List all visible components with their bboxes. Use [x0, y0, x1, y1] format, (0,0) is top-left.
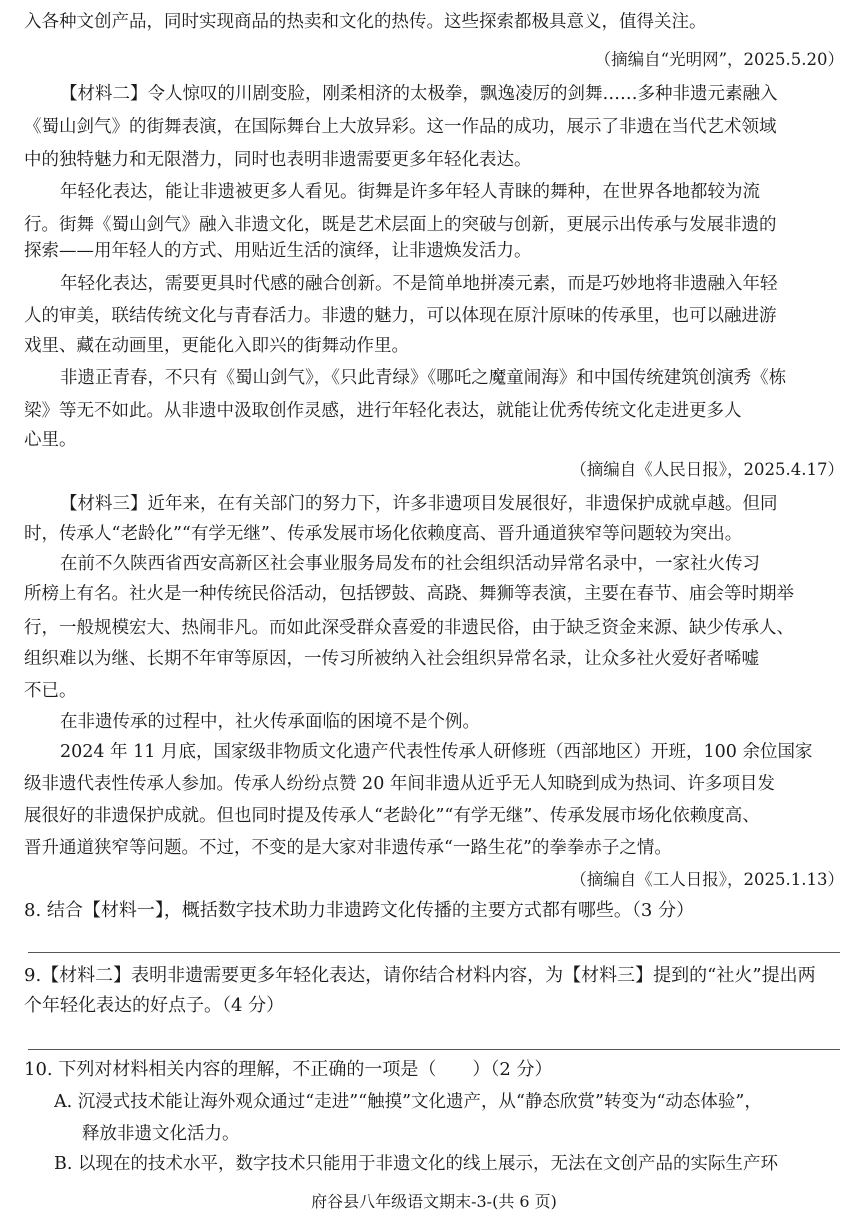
question-9: 9.【材料二】表明非遗需要更多年轻化表达，请你结合材料内容，为【材料三】提到的“社火”提出两 — [24, 965, 816, 986]
text-line: 【材料三】近年来，在有关部门的努力下，许多非遗项目发展很好，非遗保护成就卓越。但同 — [60, 494, 778, 514]
text-line: 心里。 — [24, 430, 77, 450]
source-citation: （摘编自《人民日报》，2025.4.17） — [570, 460, 844, 479]
text-line: 探索——用年轻人的方式、用贴近生活的演绎，让非遗焕发活力。 — [24, 241, 532, 261]
text-line: 所榜上有名。社火是一种传统民俗活动，包括锣鼓、高跷、舞狮等表演，主要在春节、庙会等时期举 — [24, 584, 794, 604]
option-a-cont: 释放非遗文化活力。 — [82, 1124, 240, 1144]
text-line: 行。街舞《蜀山剑气》融入非遗文化，既是艺术层面上的突破与创新，更展示出传承与发展非遗的 — [24, 215, 777, 235]
text-line: 2024 年 11 月底，国家级非物质文化遗产代表性传承人研修班（西部地区）开班，100 余位国家 — [60, 742, 813, 762]
text-line: 组织难以为继、长期不年审等原因，一传习所被纳入社会组织异常名录，让众多社火爱好者唏嘘 — [24, 649, 759, 669]
option-a[interactable]: A. 沉浸式技术能让海外观众通过“走进”“触摸”文化遗产，从“静态欣赏”转变为“动态体验”， — [54, 1092, 762, 1112]
text-line: 展很好的非遗保护成就。但也同时提及传承人“老龄化”“有学无继”、传承发展市场化依赖度高、 — [24, 806, 760, 826]
question-8: 8. 结合【材料一】，概括数字技术助力非遗跨文化传播的主要方式都有哪些。（3 分） — [24, 900, 695, 921]
question-10: 10. 下列对材料相关内容的理解，不正确的一项是（ ）（2 分） — [24, 1059, 553, 1080]
text-line: 非遗正青春，不只有《蜀山剑气》，《只此青绿》《哪吒之魔童闹海》和中国传统建筑创演秀《栋 — [60, 368, 787, 388]
option-b[interactable]: B. 以现在的技术水平，数字技术只能用于非遗文化的线上展示，无法在文创产品的实际生产环 — [54, 1154, 778, 1174]
text-line: 级非遗代表性传承人参加。传承人纷纷点赞 20 年间非遗从近乎无人知晓到成为热词、许多项目发 — [24, 774, 775, 794]
text-line: 《蜀山剑气》的街舞表演，在国际舞台上大放异彩。这一作品的成功，展示了非遗在当代艺术领域 — [24, 117, 777, 137]
text-line: 入各种文创产品，同时实现商品的热卖和文化的热传。这些探索都极具意义，值得关注。 — [24, 12, 707, 32]
text-line: 戏里、藏在动画里，更能化入即兴的街舞动作里。 — [24, 336, 409, 356]
answer-line[interactable] — [28, 1049, 840, 1050]
text-line: 行，一般规模宏大、热闹非凡。而如此深受群众喜爱的非遗民俗，由于缺乏资金来源、缺少传承人、 — [24, 618, 794, 638]
text-line: 人的审美，联结传统文化与青春活力。非遗的魅力，可以体现在原汁原味的传承里，也可以融进游 — [24, 306, 777, 326]
question-9-cont: 个年轻化表达的好点子。（4 分） — [24, 995, 285, 1016]
text-line: 【材料二】令人惊叹的川剧变脸，刚柔相济的太极拳，飘逸凌厉的剑舞……多种非遗元素融入 — [60, 84, 778, 104]
text-line: 在非遗传承的过程中，社火传承面临的困境不是个例。 — [60, 712, 480, 732]
text-line: 时，传承人“老龄化”“有学无继”、传承发展市场化依赖度高、晋升通道狭窄等问题较为突出。 — [24, 524, 743, 544]
text-line: 年轻化表达，能让非遗被更多人看见。街舞是许多年轻人青睐的舞种，在世界各地都较为流 — [60, 182, 760, 202]
answer-line[interactable] — [28, 952, 840, 953]
text-line: 年轻化表达，需要更具时代感的融合创新。不是简单地拼凑元素，而是巧妙地将非遗融入年轻 — [60, 274, 778, 294]
page-footer: 府谷县八年级语文期末-3-(共 6 页) — [311, 1192, 557, 1211]
source-citation: （摘编自“光明网”，2025.5.20） — [594, 50, 844, 69]
text-line: 在前不久陕西省西安高新区社会事业服务局发布的社会组织活动异常名录中，一家社火传习 — [60, 554, 760, 574]
text-line: 中的独特魅力和无限潜力，同时也表明非遗需要更多年轻化表达。 — [24, 150, 532, 170]
text-line: 晋升通道狭窄等问题。不过，不变的是大家对非遗传承“一路生花”的拳拳赤子之情。 — [24, 838, 672, 858]
text-line: 梁》等无不如此。从非遗中汲取创作灵感，进行年轻化表达，就能让优秀传统文化走进更多人 — [24, 401, 742, 421]
text-line: 不已。 — [24, 681, 77, 701]
source-citation: （摘编自《工人日报》，2025.1.13） — [570, 870, 844, 889]
